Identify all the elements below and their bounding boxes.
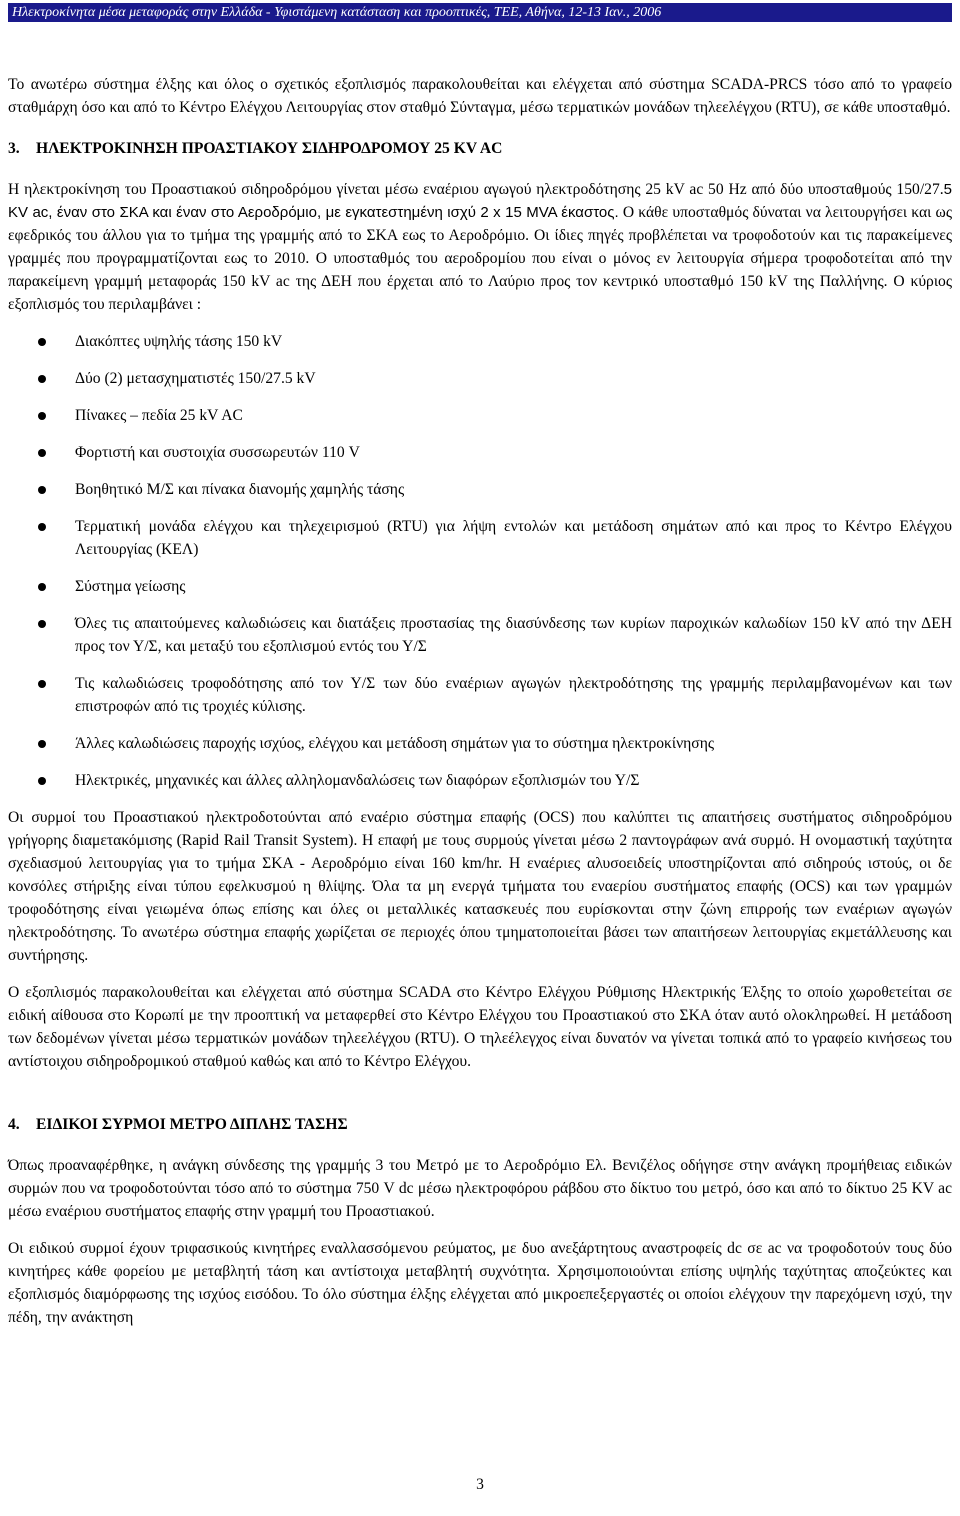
section-3-heading	[8, 137, 952, 160]
page-number: 3	[476, 1476, 484, 1493]
list-item: Δύο (2) μετασχηματιστές 150/27.5 kV	[8, 367, 952, 390]
section-4-paragraph-1: Όπως προαναφέρθηκε, η ανάγκη σύνδεσης της γραμμής 3 του Μετρό με το Αεροδρόμιο Ελ. Βενιζέλος οδήγησε στην ανάγκη προμήθειας ειδικών συρμών που να τροφοδοτούνται τόσο από το σύστημα 750 V dc μέσω ηλεκτροφόρου ράβδου στο δίκτυο του μετρό, όσο και από το δίκτυο 25 KV ac μέσω εναέριου συστήματος επαφής στην γραμμή του Προαστιακού.	[8, 1157, 952, 1220]
list-item: Πίνακες – πεδία 25 kV AC	[8, 404, 952, 427]
list-item: Όλες τις απαιτούμενες καλωδιώσεις και διατάξεις προστασίας της διασύνδεσης των κυρίων παροχικών καλωδίων 150 kV από την ΔΕΗ προς τον Υ/Σ, και μεταξύ του εξοπλισμού εντός του Υ/Σ	[8, 612, 952, 658]
bullet-icon	[38, 620, 46, 628]
bullet-icon	[38, 777, 46, 785]
list-item: Άλλες καλωδιώσεις παροχής ισχύος, ελέγχου και μετάδοση σημάτων για το σύστημα ηλεκτροκίνησης	[8, 732, 952, 755]
section-4-number: 4.	[8, 1116, 20, 1133]
section-4-paragraph-2: Οι ειδικού συρμοί έχουν τριφασικούς κινητήρες εναλλασσόμενου ρεύματος, με δυο ανεξάρτητους αναστροφείς dc σε ac να τροφοδοτούν τους δύο κινητήρες κάθε φορείου με μεταβλητή τάση και αντίστοιχα μεταβλητή συχνότητα. Χρησιμοποιούνται επίσης υψηλής ταχύτητας αποζεύκτες και εξοπλισμός διαμόρφωσης της ισχύος εισόδου. Το όλο σύστημα έλξης ελέγχεται από μικροεπεξεργαστές οι οποίοι ελέγχουν την παρεχόμενη ισχύ, την πέδη, την ανάκτηση	[8, 1240, 952, 1326]
bullet-icon	[38, 338, 46, 346]
section-3-number: 3.	[8, 140, 20, 157]
bullet-icon	[38, 375, 46, 383]
list-item: Τερματική μονάδα ελέγχου και τηλεχειρισμού (RTU) για λήψη εντολών και μετάδοση σημάτων από και προς το Κέντρο Ελέγχου Λειτουργίας (ΚΕΛ)	[8, 515, 952, 561]
intro-paragraph: Το ανωτέρω σύστημα έλξης και όλος ο σχετικός εξοπλισμός παρακολουθείται και ελέγχεται από σύστημα SCADA-PRCS τόσο από το γραφείο σταθμάρχη όσο και από το Κέντρο Ελέγχου Λειτουργίας στον σταθμό Σύνταγμα, μέσω τερματικών μονάδων τηλεελέγχου (RTU), σε κάθε υποσταθμό.	[8, 76, 952, 116]
section-3-paragraph-3: Ο εξοπλισμός παρακολουθείται και ελέγχεται από σύστημα SCADA στο Κέντρο Ελέγχου Ρύθμισης Ηλεκτρικής Έλξης το οποίο χωροθετείται σε ειδική αίθουσα στο Κορωπί με την προοπτική να μεταφερθεί στο Κέντρο Ελέγχου του Προαστιακού στο ΣΚΑ όταν αυτό ολοκληρωθεί. Η μετάδοση των δεδομένων γίνεται μέσω τερματικών μονάδων τηλεελέγχου (RTU). Ο τηλεέλεγχος είναι δυνατόν να γίνεται τοπικά από το γραφείο κινήσεως του αντίστοιχου σιδηροδρομικού σταθμού καθώς και από το Κέντρο Ελέγχου.	[8, 984, 952, 1070]
running-header: Ηλεκτροκίνητα μέσα μεταφοράς στην Ελλάδα - Υφιστάμενη κατάσταση και προοπτικές, ΤΕΕ, Αθήνα, 12-13 Ιαν., 2006	[8, 3, 952, 22]
section-3-paragraph-2: Οι συρμοί του Προαστιακού ηλεκτροδοτούνται από εναέριο σύστημα επαφής (OCS) που καλύπτει τις απαιτήσεις συστήματος σιδηροδρόμου γρήγορης διαμετακόμισης (Rapid Rail Transit System). Η επαφή με τους συρμούς γίνεται μέσω 2 παντογράφων ανά συρμό. Η ονομαστική ταχύτητα σχεδιασμού λειτουργίας για το τμήμα ΣΚΑ - Αεροδρόμιο είναι 160 km/hr. Η εναέριες αλυσοειδείς υποστηρίζονται από σιδηρούς ιστούς, οι δε κονσόλες στήριξης είναι τύπου εφελκυσμού η θλίψης. Όλα τα μη ενεργά τμήματα του εναερίου συστήματος επαφής (OCS) και των γραμμών τροφοδότησης είναι γειωμένα όπως επίσης και όλες οι μεταλλικές κατασκευές που ευρίσκονται στην ζώνη επιρροής των εναέριων αγωγών ηλεκτροδότησης. Το ανωτέρω σύστημα επαφής χωρίζεται σε περιοχές όπου τμηματοποιείται βάσει των απαιτήσεων λειτουργίας εκμετάλλευσης και συντήρησης.	[8, 809, 952, 964]
list-item: Φορτιστή και συστοιχία συσσωρευτών 110 V	[8, 441, 952, 464]
section-3-paragraph-1: Η ηλεκτροκίνηση του Προαστιακού σιδηροδρόμου γίνεται μέσω εναέριου αγωγού ηλεκτροδότησης 25 kV ac 50 Hz από δύο υποσταθμούς 150/27.5 KV ac, έναν στο ΣΚΑ και έναν στο Αεροδρόμιο, με εγκατεστημένη ισχύ 2 x 15 MVA έκαστος. Ο κάθε υποσταθμός δύναται να λειτουργήσει και ως εφεδρικός του άλλου για το τμήμα της γραμμής από το ΣΚΑ εως το Αεροδρόμιο. Οι ίδιες πηγές προβλέπεται να τροφοδοτούν και τις παρακείμενες γραμμές που προγραμματίζονται εως το 2010. Ο υποσταθμός του αεροδρομίου που είναι ο μόνος εν λειτουργία σήμερα τροφοδοτείται από την παρακείμενη γραμμή μεταφοράς 150 kV ac της ΔΕΗ που έρχεται από το Λαύριο προς τον κεντρικό υποσταθμό 150 kV της Παλλήνης. Ο κύριος εξοπλισμός του περιλαμβάνει :	[8, 181, 952, 313]
list-item: Ηλεκτρικές, μηχανικές και άλλες αλληλομανδαλώσεις των διαφόρων εξοπλισμών του Υ/Σ	[8, 769, 952, 792]
document-body	[8, 73, 952, 1329]
bullet-icon	[38, 486, 46, 494]
equipment-list	[8, 330, 952, 792]
bullet-icon	[38, 740, 46, 748]
bullet-icon	[38, 680, 46, 688]
bullet-icon	[38, 523, 46, 531]
section-3-title: ΗΛΕΚΤΡΟΚΙΝΗΣΗ ΠΡΟΑΣΤΙΑΚΟΥ ΣΙΔΗΡΟΔΡΟΜΟΥ 25 KV AC	[36, 140, 503, 157]
list-item: Διακόπτες υψηλής τάσης 150 kV	[8, 330, 952, 353]
list-item: Σύστημα γείωσης	[8, 575, 952, 598]
section-4-heading	[8, 1113, 952, 1136]
section-4-title: ΕΙΔΙΚΟΙ ΣΥΡΜΟΙ ΜΕΤΡΟ ΔΙΠΛΗΣ ΤΑΣΗΣ	[36, 1116, 348, 1133]
bullet-icon	[38, 583, 46, 591]
list-item: Βοηθητικό Μ/Σ και πίνακα διανομής χαμηλής τάσης	[8, 478, 952, 501]
bullet-icon	[38, 412, 46, 420]
bullet-icon	[38, 449, 46, 457]
list-item: Τις καλωδιώσεις τροφοδότησης από τον Υ/Σ των δύο εναέριων αγωγών ηλεκτροδότησης της γραμμής περιλαμβανομένων και των επιστροφών από τις τροχιές κύλισης.	[8, 672, 952, 718]
